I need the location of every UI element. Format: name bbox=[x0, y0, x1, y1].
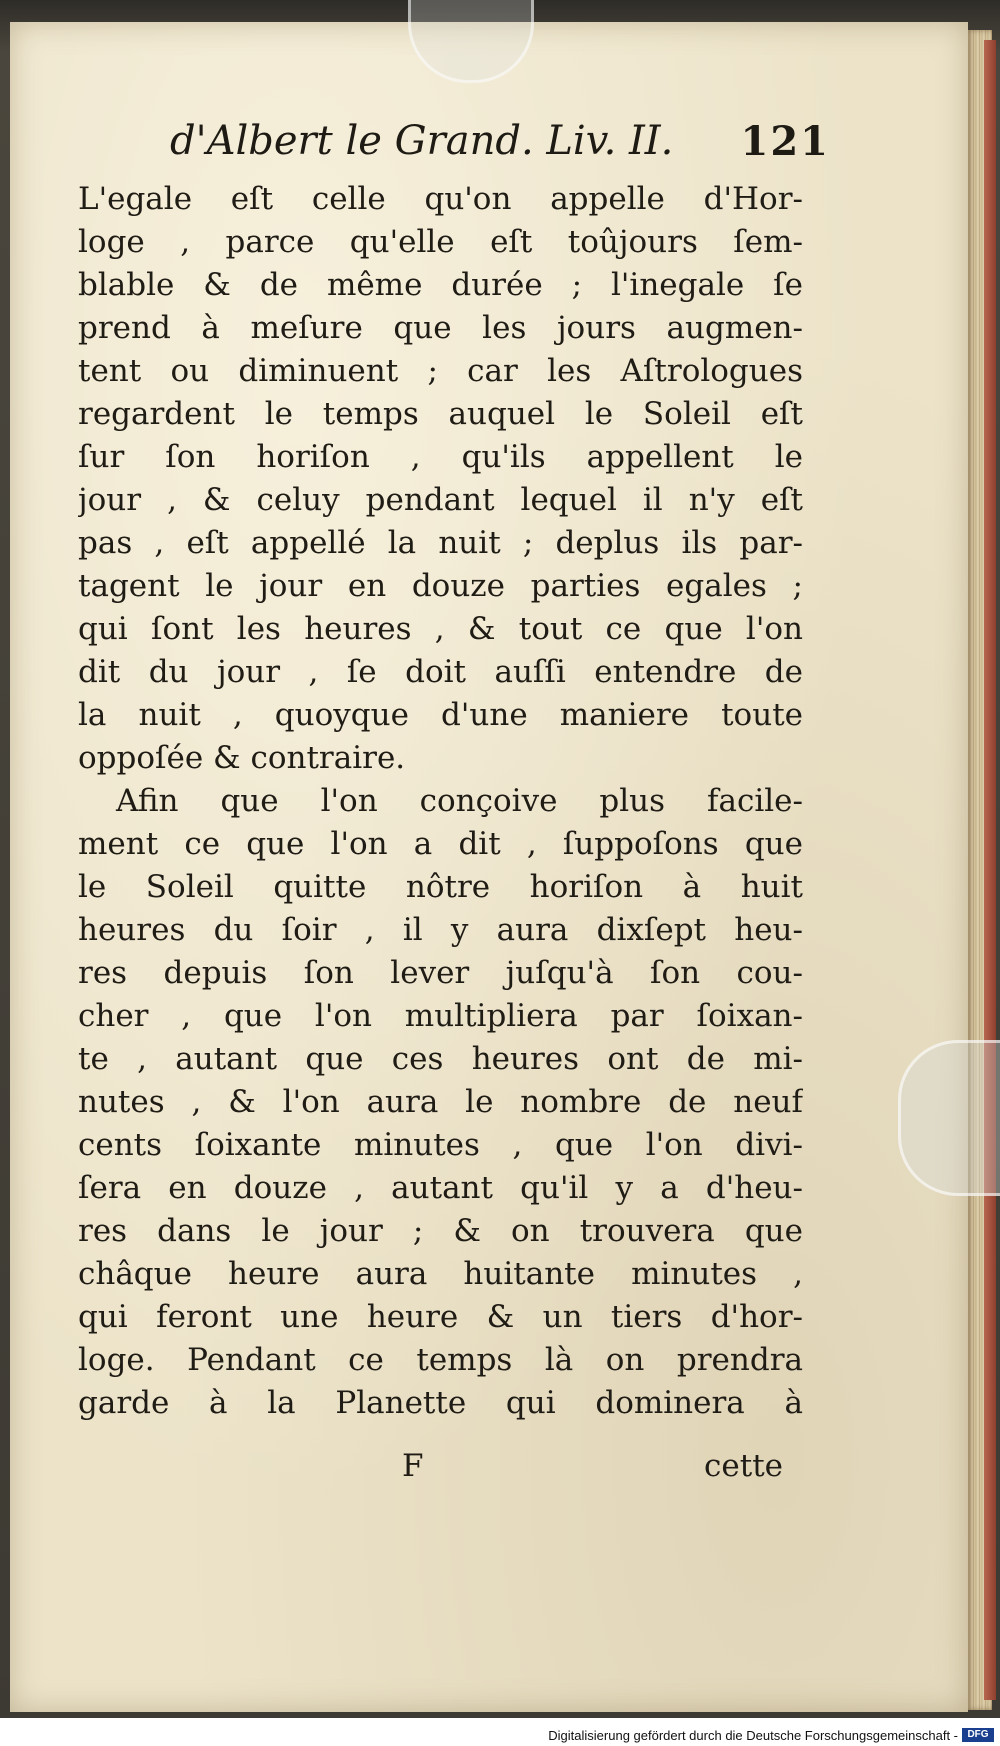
text-line: prend à meſure que les jours augmen- bbox=[78, 310, 803, 346]
page-number: 121 bbox=[740, 118, 830, 165]
text-line: jour , & celuy pendant lequel il n'y eſt bbox=[78, 482, 803, 518]
text-line: loge , parce qu'elle eſt toûjours ſem- bbox=[78, 224, 803, 260]
text-line: qui ſont les heures , & tout ce que l'on bbox=[78, 611, 803, 647]
book-cover-edge bbox=[984, 40, 996, 1700]
text-line: châque heure aura huitante minutes , bbox=[78, 1256, 803, 1292]
catchword: cette bbox=[704, 1448, 783, 1484]
dfg-logo-icon: DFG bbox=[962, 1728, 994, 1742]
running-header bbox=[170, 118, 830, 178]
text-line: dit du jour , ſe doit auſſi entendre de bbox=[78, 654, 803, 690]
text-line: pas , eſt appellé la nuit ; deplus ils par- bbox=[78, 525, 803, 561]
text-line: blable & de même durée ; l'inegale ſe bbox=[78, 267, 803, 303]
text-line: nutes , & l'on aura le nombre de neuf bbox=[78, 1084, 803, 1120]
text-line: qui feront une heure & un tiers d'hor- bbox=[78, 1299, 803, 1335]
text-line: garde à la Planette qui dominera à bbox=[78, 1385, 803, 1421]
text-line: ſur ſon horiſon , qu'ils appellent le bbox=[78, 439, 803, 475]
text-line: heures du ſoir , il y aura dixſept heu- bbox=[78, 912, 803, 948]
text-line: ment ce que l'on a dit , ſuppoſons que bbox=[78, 826, 803, 862]
text-line: res dans le jour ; & on trouvera que bbox=[78, 1213, 803, 1249]
text-line: ſera en douze , autant qu'il y a d'heu- bbox=[78, 1170, 803, 1206]
digitization-credit: Digitalisierung gefördert durch die Deutsche Forschungsgemeinschaft - bbox=[548, 1728, 958, 1743]
paragraph-end-line: oppoſée & contraire. bbox=[78, 740, 406, 776]
text-line: le Soleil quitte nôtre horiſon à huit bbox=[78, 869, 803, 905]
signature-mark: F bbox=[402, 1448, 424, 1484]
catchline bbox=[78, 1448, 803, 1498]
text-line: cher , que l'on multipliera par ſoixan- bbox=[78, 998, 803, 1034]
text-line: tagent le jour en douze parties egales ; bbox=[78, 568, 803, 604]
text-line: res depuis ſon lever juſqu'à ſon cou- bbox=[78, 955, 803, 991]
text-line: cents ſoixante minutes , que l'on divi- bbox=[78, 1127, 803, 1163]
text-line: la nuit , quoyque d'une maniere toute bbox=[78, 697, 803, 733]
text-line: L'egale eſt celle qu'on appelle d'Hor- bbox=[78, 181, 803, 217]
page-clip-right bbox=[898, 1040, 1000, 1196]
paragraph-start-line: Afin que l'on conçoive plus facile- bbox=[116, 783, 803, 819]
text-line: tent ou diminuent ; car les Aſtrologues bbox=[78, 353, 803, 389]
text-line: te , autant que ces heures ont de mi- bbox=[78, 1041, 803, 1077]
running-title: d'Albert le Grand. Liv. II. bbox=[170, 118, 674, 164]
text-line: loge. Pendant ce temps là on prendra bbox=[78, 1342, 803, 1378]
text-line: regardent le temps auquel le Soleil eſt bbox=[78, 396, 803, 432]
body-text bbox=[78, 178, 803, 1425]
